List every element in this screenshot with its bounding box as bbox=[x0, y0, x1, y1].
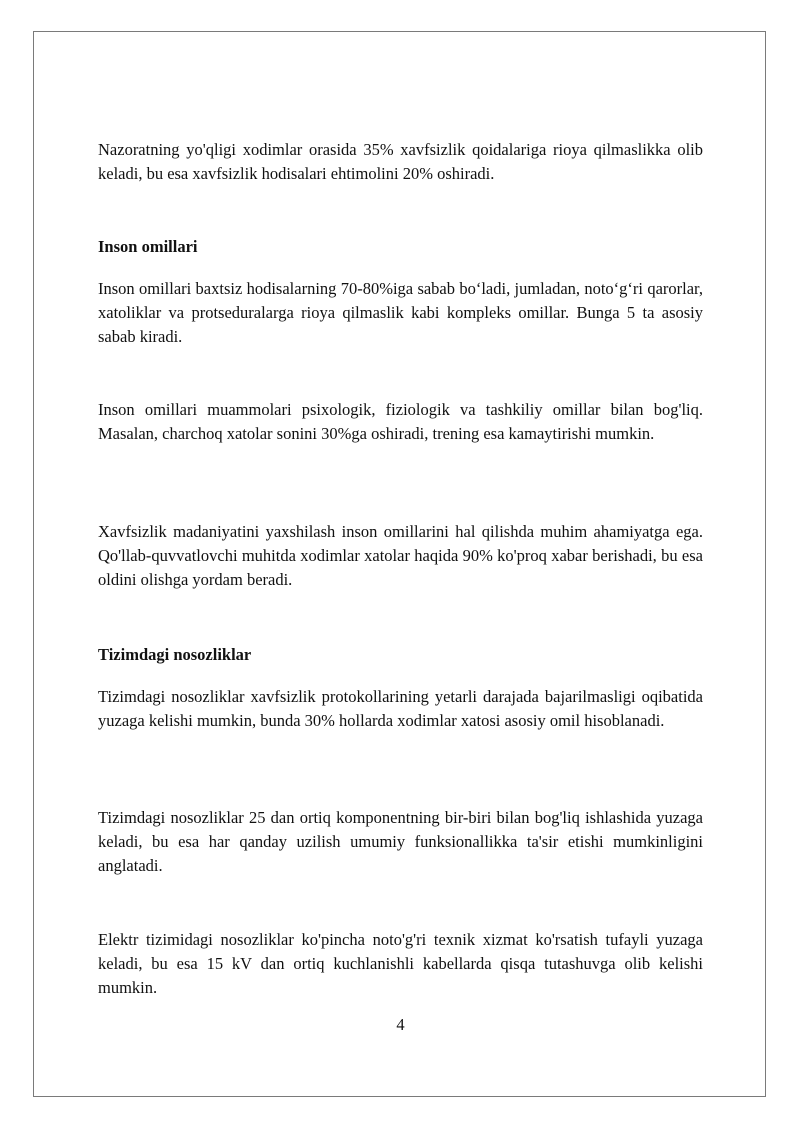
paragraph-text: Inson omillari baxtsiz hodisalarning 70-80%iga sabab bo‘ladi, jumladan, noto‘g‘ri qarorlar, xatoliklar va protseduralarga rioya qilmaslik kabi kompleks omillar. Bunga 5 ta asosiy sabab kiradi. bbox=[98, 279, 703, 346]
paragraph-text: Tizimdagi nosozliklar 25 dan ortiq komponentning bir-biri bilan bog'liq ishlashida yuzaga keladi, bu esa har qanday uzilish umumiy funksionallikka ta'sir etishi mumkinligini anglatadi. bbox=[98, 808, 703, 875]
paragraph-human-factors-problems bbox=[98, 398, 703, 446]
section-heading: Inson omillari bbox=[98, 237, 198, 256]
paragraph-text: Elektr tizimidagi nosozliklar ko'pincha noto'g'ri texnik xizmat ko'rsatish tufayli yuzaga keladi, bu esa 15 kV dan ortiq kuchlanishli kabellarda qisqa tutashuvga olib kelishi mumkin. bbox=[98, 930, 703, 997]
paragraph-text: Tizimdagi nosozliklar xavfsizlik protokollarining yetarli darajada bajarilmasligi oqibatida yuzaga kelishi mumkin, bunda 30% hollarda xodimlar xatosi asosiy omil hisoblanadi. bbox=[98, 687, 703, 730]
paragraph-human-factors-causes bbox=[98, 277, 703, 349]
paragraph-text: Xavfsizlik madaniyatini yaxshilash inson omillarini hal qilishda muhim ahamiyatga ega. Qo'llab-quvvatlovchi muhitda xodimlar xatolar haqida 90% ko'proq xabar berishadi, bu esa oldini olishga yordam beradi. bbox=[98, 522, 703, 589]
section-heading: Tizimdagi nosozliklar bbox=[98, 645, 252, 664]
paragraph-text: Nazoratning yo'qligi xodimlar orasida 35% xavfsizlik qoidalariga rioya qilmaslikka olib keladi, bu esa xavfsizlik hodisalari ehtimolini 20% oshiradi. bbox=[98, 140, 703, 183]
paragraph-supervision bbox=[98, 138, 703, 186]
document-page bbox=[33, 31, 766, 1097]
paragraph-system-failures-components bbox=[98, 806, 703, 878]
section-heading-system-failures bbox=[98, 643, 703, 667]
paragraph-system-failures-protocols bbox=[98, 685, 703, 733]
paragraph-electrical-failures bbox=[98, 928, 703, 1000]
section-heading-human-factors bbox=[98, 235, 703, 259]
paragraph-text: Inson omillari muammolari psixologik, fiziologik va tashkiliy omillar bilan bog'liq. Masalan, charchoq xatolar sonini 30%ga oshiradi, trening esa kamaytirishi mumkin. bbox=[98, 400, 703, 443]
page-number: 4 bbox=[396, 1015, 405, 1034]
paragraph-safety-culture bbox=[98, 520, 703, 592]
